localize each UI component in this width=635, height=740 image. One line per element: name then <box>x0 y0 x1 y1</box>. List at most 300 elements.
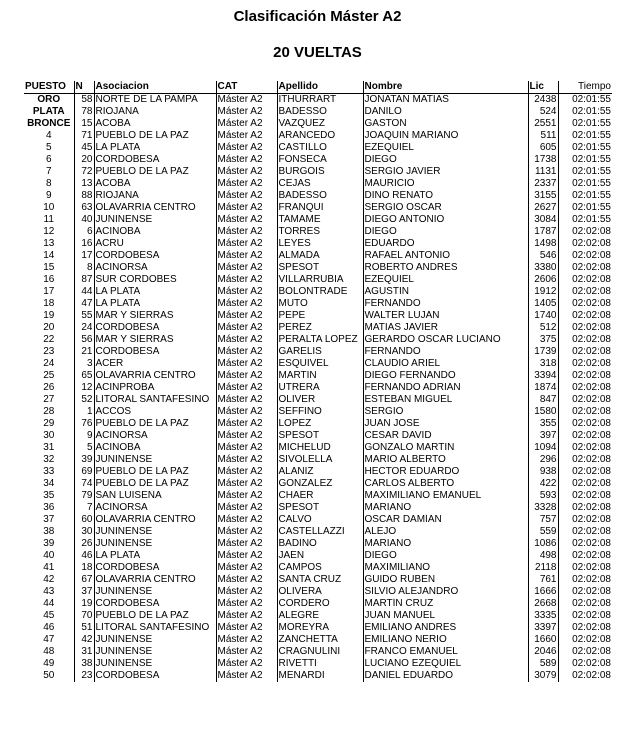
cell-cat: Máster A2 <box>216 166 277 178</box>
cell-tiempo: 02:02:08 <box>558 598 612 610</box>
header-tiempo: Tiempo <box>558 81 612 94</box>
cell-tiempo: 02:02:08 <box>558 634 612 646</box>
cell-apellido: CORDERO <box>277 598 363 610</box>
cell-cat: Máster A2 <box>216 418 277 430</box>
cell-cat: Máster A2 <box>216 490 277 502</box>
cell-apellido: OLIVERA <box>277 586 363 598</box>
cell-apellido: ALEGRE <box>277 610 363 622</box>
cell-asociacion: CORDOBESA <box>94 562 216 574</box>
table-row <box>24 586 612 598</box>
cell-asociacion: ACOBA <box>94 118 216 130</box>
cell-apellido: BOLONTRADE <box>277 286 363 298</box>
cell-lic: 1405 <box>528 298 558 310</box>
cell-tiempo: 02:01:55 <box>558 166 612 178</box>
cell-asociacion: PUEBLO DE LA PAZ <box>94 466 216 478</box>
cell-cat: Máster A2 <box>216 178 277 190</box>
cell-tiempo: 02:02:08 <box>558 466 612 478</box>
cell-cat: Máster A2 <box>216 130 277 142</box>
cell-n: 46 <box>74 550 94 562</box>
cell-n: 51 <box>74 622 94 634</box>
cell-tiempo: 02:02:08 <box>558 538 612 550</box>
cell-nombre: EZEQUIEL <box>363 274 528 286</box>
cell-apellido: CEJAS <box>277 178 363 190</box>
cell-n: 18 <box>74 562 94 574</box>
cell-asociacion: JUNINENSE <box>94 658 216 670</box>
cell-apellido: CASTILLO <box>277 142 363 154</box>
cell-n: 13 <box>74 178 94 190</box>
cell-cat: Máster A2 <box>216 310 277 322</box>
table-row <box>24 538 612 550</box>
cell-cat: Máster A2 <box>216 646 277 658</box>
cell-tiempo: 02:02:08 <box>558 358 612 370</box>
cell-lic: 2046 <box>528 646 558 658</box>
cell-nombre: DIEGO ANTONIO <box>363 214 528 226</box>
cell-apellido: SPESOT <box>277 502 363 514</box>
cell-nombre: SILVIO ALEJANDRO <box>363 586 528 598</box>
cell-cat: Máster A2 <box>216 562 277 574</box>
cell-tiempo: 02:02:08 <box>558 550 612 562</box>
cell-nombre: ROBERTO ANDRES <box>363 262 528 274</box>
cell-tiempo: 02:02:08 <box>558 622 612 634</box>
cell-nombre: MARIANO <box>363 502 528 514</box>
cell-tiempo: 02:01:55 <box>558 202 612 214</box>
table-row <box>24 154 612 166</box>
table-row <box>24 478 612 490</box>
cell-puesto: 28 <box>43 406 55 417</box>
cell-n: 3 <box>74 358 94 370</box>
cell-puesto: 7 <box>45 166 52 177</box>
header-cat: CAT <box>216 81 277 94</box>
cell-lic: 1738 <box>528 154 558 166</box>
cell-n: 60 <box>74 514 94 526</box>
cell-asociacion: ACINORSA <box>94 262 216 274</box>
cell-tiempo: 02:02:08 <box>558 310 612 322</box>
cell-asociacion: ACOBA <box>94 178 216 190</box>
cell-n: 45 <box>74 142 94 154</box>
cell-apellido: CHAER <box>277 490 363 502</box>
cell-asociacion: ACINPROBA <box>94 382 216 394</box>
cell-n: 69 <box>74 466 94 478</box>
cell-apellido: MUTO <box>277 298 363 310</box>
cell-nombre: ALEJO <box>363 526 528 538</box>
cell-n: 39 <box>74 454 94 466</box>
cell-nombre: GASTON <box>363 118 528 130</box>
cell-lic: 1498 <box>528 238 558 250</box>
cell-asociacion: PUEBLO DE LA PAZ <box>94 418 216 430</box>
cell-nombre: GERARDO OSCAR LUCIANO <box>363 334 528 346</box>
cell-lic: 524 <box>528 106 558 118</box>
cell-n: 5 <box>74 442 94 454</box>
cell-cat: Máster A2 <box>216 250 277 262</box>
cell-nombre: DANIEL EDUARDO <box>363 670 528 682</box>
cell-cat: Máster A2 <box>216 238 277 250</box>
cell-nombre: EMILIANO NERIO <box>363 634 528 646</box>
cell-lic: 1874 <box>528 382 558 394</box>
cell-nombre: MAURICIO <box>363 178 528 190</box>
table-row <box>24 490 612 502</box>
cell-cat: Máster A2 <box>216 514 277 526</box>
cell-puesto: 41 <box>43 562 55 573</box>
cell-asociacion: RIOJANA <box>94 106 216 118</box>
cell-asociacion: LA PLATA <box>94 286 216 298</box>
cell-nombre: MARTÍN CRUZ <box>363 598 528 610</box>
cell-tiempo: 02:02:08 <box>558 322 612 334</box>
cell-nombre: DIEGO <box>363 226 528 238</box>
cell-asociacion: ACINOBA <box>94 442 216 454</box>
cell-lic: 1787 <box>528 226 558 238</box>
table-row <box>24 502 612 514</box>
cell-cat: Máster A2 <box>216 142 277 154</box>
cell-tiempo: 02:01:55 <box>558 94 612 107</box>
cell-n: 72 <box>74 166 94 178</box>
cell-apellido: PEREZ <box>277 322 363 334</box>
cell-lic: 375 <box>528 334 558 346</box>
cell-nombre: MAXIMILIANO EMANUEL <box>363 490 528 502</box>
cell-cat: Máster A2 <box>216 538 277 550</box>
cell-lic: 3380 <box>528 262 558 274</box>
cell-lic: 1086 <box>528 538 558 550</box>
cell-asociacion: CORDOBESA <box>94 322 216 334</box>
cell-lic: 2337 <box>528 178 558 190</box>
cell-puesto: PLATA <box>32 106 65 117</box>
cell-tiempo: 02:02:08 <box>558 670 612 682</box>
cell-lic: 2627 <box>528 202 558 214</box>
cell-lic: 1131 <box>528 166 558 178</box>
cell-n: 24 <box>74 322 94 334</box>
cell-nombre: DIEGO <box>363 154 528 166</box>
table-row <box>24 262 612 274</box>
table-row <box>24 166 612 178</box>
cell-apellido: JAEN <box>277 550 363 562</box>
cell-tiempo: 02:01:55 <box>558 142 612 154</box>
cell-nombre: SERGIO JAVIER <box>363 166 528 178</box>
cell-apellido: GARELIS <box>277 346 363 358</box>
cell-nombre: MARIANO <box>363 538 528 550</box>
cell-nombre: CLAUDIO ARIEL <box>363 358 528 370</box>
cell-lic: 318 <box>528 358 558 370</box>
cell-asociacion: LA PLATA <box>94 550 216 562</box>
cell-puesto: 48 <box>43 646 55 657</box>
cell-asociacion: OLAVARRIA CENTRO <box>94 370 216 382</box>
cell-puesto: 13 <box>43 238 55 249</box>
cell-n: 26 <box>74 538 94 550</box>
cell-lic: 2438 <box>528 94 558 107</box>
cell-puesto: 42 <box>43 574 55 585</box>
cell-puesto: 23 <box>43 346 55 357</box>
cell-apellido: CASTELLAZZI <box>277 526 363 538</box>
cell-puesto: 25 <box>43 370 55 381</box>
cell-nombre: MAXIMILIANO <box>363 562 528 574</box>
cell-n: 76 <box>74 418 94 430</box>
cell-asociacion: RIOJANA <box>94 190 216 202</box>
cell-apellido: FONSECA <box>277 154 363 166</box>
cell-cat: Máster A2 <box>216 502 277 514</box>
cell-tiempo: 02:02:08 <box>558 346 612 358</box>
results-body <box>24 94 612 683</box>
results-table <box>24 81 612 682</box>
cell-puesto: 26 <box>43 382 55 393</box>
cell-puesto: 12 <box>43 226 55 237</box>
cell-puesto: 14 <box>43 250 55 261</box>
cell-n: 40 <box>74 214 94 226</box>
cell-apellido: SANTA CRUZ <box>277 574 363 586</box>
cell-nombre: HECTOR EDUARDO <box>363 466 528 478</box>
cell-apellido: BADINO <box>277 538 363 550</box>
cell-tiempo: 02:02:08 <box>558 406 612 418</box>
cell-puesto: 20 <box>43 322 55 333</box>
cell-apellido: FRANQUI <box>277 202 363 214</box>
cell-cat: Máster A2 <box>216 382 277 394</box>
cell-tiempo: 02:02:08 <box>558 646 612 658</box>
cell-cat: Máster A2 <box>216 334 277 346</box>
cell-nombre: RAFAEL ANTONIO <box>363 250 528 262</box>
cell-lic: 847 <box>528 394 558 406</box>
cell-cat: Máster A2 <box>216 370 277 382</box>
cell-tiempo: 02:01:55 <box>558 118 612 130</box>
cell-nombre: EDUARDO <box>363 238 528 250</box>
cell-n: 15 <box>74 118 94 130</box>
cell-apellido: PERALTA LOPEZ <box>277 334 363 346</box>
cell-asociacion: ACINORSA <box>94 430 216 442</box>
cell-tiempo: 02:02:08 <box>558 586 612 598</box>
cell-cat: Máster A2 <box>216 466 277 478</box>
table-row <box>24 610 612 622</box>
cell-asociacion: JUNINENSE <box>94 454 216 466</box>
cell-lic: 593 <box>528 490 558 502</box>
cell-apellido: MENARDI <box>277 670 363 682</box>
table-row <box>24 274 612 286</box>
cell-asociacion: MAR Y SIERRAS <box>94 310 216 322</box>
cell-puesto: 43 <box>43 586 55 597</box>
cell-n: 12 <box>74 382 94 394</box>
cell-lic: 3328 <box>528 502 558 514</box>
cell-nombre: JOAQUIN MARIANO <box>363 130 528 142</box>
table-header-row <box>24 81 612 94</box>
cell-nombre: WALTER LUJAN <box>363 310 528 322</box>
cell-lic: 422 <box>528 478 558 490</box>
cell-apellido: LOPEZ <box>277 418 363 430</box>
table-row <box>24 430 612 442</box>
cell-apellido: PEPE <box>277 310 363 322</box>
cell-apellido: MARTIN <box>277 370 363 382</box>
cell-asociacion: ACINORSA <box>94 502 216 514</box>
cell-n: 44 <box>74 286 94 298</box>
cell-apellido: MICHELUD <box>277 442 363 454</box>
cell-lic: 1740 <box>528 310 558 322</box>
cell-cat: Máster A2 <box>216 634 277 646</box>
cell-lic: 2606 <box>528 274 558 286</box>
cell-puesto: 46 <box>43 622 55 633</box>
cell-cat: Máster A2 <box>216 406 277 418</box>
cell-puesto: 34 <box>43 478 55 489</box>
cell-nombre: SERGIO <box>363 406 528 418</box>
cell-nombre: FRANCO EMANUEL <box>363 646 528 658</box>
cell-asociacion: ACER <box>94 358 216 370</box>
cell-nombre: ESTEBAN MIGUEL <box>363 394 528 406</box>
cell-asociacion: CORDOBESA <box>94 670 216 682</box>
table-row <box>24 190 612 202</box>
cell-asociacion: OLAVARRIA CENTRO <box>94 202 216 214</box>
cell-puesto: 33 <box>43 466 55 477</box>
cell-nombre: DIEGO <box>363 550 528 562</box>
table-row <box>24 394 612 406</box>
cell-nombre: LUCIANO EZEQUIEL <box>363 658 528 670</box>
cell-apellido: SEFFINO <box>277 406 363 418</box>
table-row <box>24 178 612 190</box>
cell-cat: Máster A2 <box>216 226 277 238</box>
cell-cat: Máster A2 <box>216 670 277 682</box>
cell-asociacion: PUEBLO DE LA PAZ <box>94 130 216 142</box>
table-row <box>24 130 612 142</box>
cell-lic: 1094 <box>528 442 558 454</box>
cell-apellido: SPESOT <box>277 262 363 274</box>
cell-tiempo: 02:01:55 <box>558 154 612 166</box>
cell-puesto: 22 <box>43 334 55 345</box>
cell-asociacion: JUNINENSE <box>94 634 216 646</box>
cell-apellido: MOREYRA <box>277 622 363 634</box>
cell-nombre: GONZALO MARTIN <box>363 442 528 454</box>
cell-lic: 1739 <box>528 346 558 358</box>
table-row <box>24 118 612 130</box>
table-row <box>24 238 612 250</box>
table-row <box>24 598 612 610</box>
cell-nombre: FERNANDO ADRIAN <box>363 382 528 394</box>
cell-lic: 1912 <box>528 286 558 298</box>
cell-n: 42 <box>74 634 94 646</box>
table-row <box>24 250 612 262</box>
cell-apellido: RIVETTI <box>277 658 363 670</box>
cell-tiempo: 02:02:08 <box>558 610 612 622</box>
cell-puesto: 40 <box>43 550 55 561</box>
cell-asociacion: PUEBLO DE LA PAZ <box>94 610 216 622</box>
cell-puesto: 5 <box>45 142 52 153</box>
cell-n: 38 <box>74 658 94 670</box>
cell-apellido: BADESSO <box>277 106 363 118</box>
table-row <box>24 334 612 346</box>
page-title: Clasificación Máster A2 <box>233 8 402 25</box>
cell-cat: Máster A2 <box>216 298 277 310</box>
cell-puesto: 16 <box>43 274 55 285</box>
cell-asociacion: SAN LUISEÑA <box>94 490 216 502</box>
cell-apellido: ALMADA <box>277 250 363 262</box>
cell-puesto: 18 <box>43 298 55 309</box>
cell-tiempo: 02:02:08 <box>558 370 612 382</box>
cell-lic: 761 <box>528 574 558 586</box>
cell-n: 23 <box>74 670 94 682</box>
cell-lic: 589 <box>528 658 558 670</box>
cell-cat: Máster A2 <box>216 358 277 370</box>
table-row <box>24 286 612 298</box>
cell-nombre: EZEQUIEL <box>363 142 528 154</box>
cell-cat: Máster A2 <box>216 526 277 538</box>
cell-puesto: 44 <box>43 598 55 609</box>
table-row <box>24 514 612 526</box>
cell-n: 19 <box>74 598 94 610</box>
cell-n: 65 <box>74 370 94 382</box>
table-row <box>24 370 612 382</box>
cell-cat: Máster A2 <box>216 658 277 670</box>
cell-asociacion: JUNINENSE <box>94 646 216 658</box>
cell-lic: 2668 <box>528 598 558 610</box>
cell-nombre: MARIO ALBERTO <box>363 454 528 466</box>
cell-puesto: 31 <box>43 442 55 453</box>
cell-cat: Máster A2 <box>216 442 277 454</box>
cell-tiempo: 02:01:55 <box>558 214 612 226</box>
table-row <box>24 634 612 646</box>
cell-lic: 1660 <box>528 634 558 646</box>
cell-asociacion: OLAVARRIA CENTRO <box>94 514 216 526</box>
table-row <box>24 214 612 226</box>
cell-apellido: ZANCHETTA <box>277 634 363 646</box>
cell-puesto: 4 <box>45 130 52 141</box>
cell-lic: 1666 <box>528 586 558 598</box>
cell-nombre: DANILO <box>363 106 528 118</box>
cell-nombre: JUAN JOSE <box>363 418 528 430</box>
cell-cat: Máster A2 <box>216 550 277 562</box>
cell-nombre: JUAN MANUEL <box>363 610 528 622</box>
cell-tiempo: 02:02:08 <box>558 238 612 250</box>
cell-tiempo: 02:02:08 <box>558 250 612 262</box>
cell-cat: Máster A2 <box>216 202 277 214</box>
cell-apellido: CALVO <box>277 514 363 526</box>
cell-apellido: CAMPOS <box>277 562 363 574</box>
cell-n: 58 <box>74 94 94 107</box>
cell-nombre: OSCAR DAMÍAN <box>363 514 528 526</box>
cell-cat: Máster A2 <box>216 574 277 586</box>
table-row <box>24 466 612 478</box>
cell-tiempo: 02:02:08 <box>558 262 612 274</box>
cell-cat: Máster A2 <box>216 346 277 358</box>
cell-puesto: 6 <box>45 154 52 165</box>
cell-lic: 2118 <box>528 562 558 574</box>
cell-apellido: ARANCEDO <box>277 130 363 142</box>
cell-tiempo: 02:01:55 <box>558 106 612 118</box>
table-row <box>24 526 612 538</box>
table-row <box>24 670 612 682</box>
header-n: N <box>74 81 94 94</box>
table-row <box>24 454 612 466</box>
header-puesto: PUESTO <box>24 81 74 94</box>
cell-n: 74 <box>74 478 94 490</box>
header-lic: Lic <box>528 81 558 94</box>
cell-nombre: SERGIO OSCAR <box>363 202 528 214</box>
table-row <box>24 346 612 358</box>
cell-tiempo: 02:02:08 <box>558 226 612 238</box>
cell-apellido: ITHURRART <box>277 94 363 107</box>
cell-lic: 3397 <box>528 622 558 634</box>
cell-apellido: OLIVER <box>277 394 363 406</box>
cell-lic: 546 <box>528 250 558 262</box>
cell-puesto: 8 <box>45 178 52 189</box>
cell-puesto: 39 <box>43 538 55 549</box>
header-asociacion: Asociacion <box>94 81 216 94</box>
cell-asociacion: ACINOBA <box>94 226 216 238</box>
cell-lic: 2551 <box>528 118 558 130</box>
cell-tiempo: 02:02:08 <box>558 502 612 514</box>
cell-nombre: CARLOS ALBERTO <box>363 478 528 490</box>
cell-asociacion: LA PLATA <box>94 298 216 310</box>
cell-cat: Máster A2 <box>216 394 277 406</box>
cell-apellido: ESQUIVEL <box>277 358 363 370</box>
cell-cat: Máster A2 <box>216 190 277 202</box>
cell-tiempo: 02:02:08 <box>558 442 612 454</box>
cell-cat: Máster A2 <box>216 262 277 274</box>
cell-n: 7 <box>74 502 94 514</box>
cell-asociacion: JUNINENSE <box>94 214 216 226</box>
cell-apellido: VILLARRUBIA <box>277 274 363 286</box>
cell-n: 67 <box>74 574 94 586</box>
cell-asociacion: CORDOBESA <box>94 250 216 262</box>
